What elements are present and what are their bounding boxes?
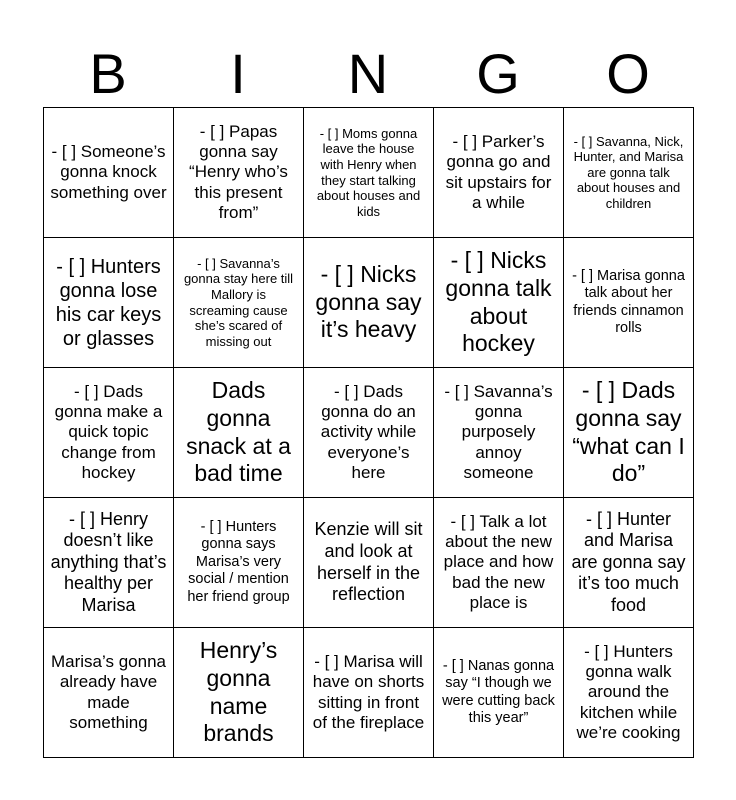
cell-text: Kenzie will sit and look at herself in the reflection xyxy=(314,519,423,605)
bingo-cell[interactable] xyxy=(564,628,694,758)
cell-text: - [ ] Henry doesn’t like anything that’s healthy per Marisa xyxy=(50,508,167,615)
bingo-cell[interactable] xyxy=(434,498,564,628)
cell-text: - [ ] Savanna’s gonna stay here till Mallory is screaming cause she’s scared of missing out xyxy=(183,255,294,349)
cell-text: - [ ] Savanna’s gonna purposely annoy someone xyxy=(444,381,553,483)
bingo-cell[interactable] xyxy=(44,628,174,758)
cell-text: - [ ] Marisa gonna talk about her friends cinnamon rolls xyxy=(572,267,685,336)
bingo-cell[interactable] xyxy=(44,368,174,498)
bingo-cell[interactable] xyxy=(44,108,174,238)
bingo-cell[interactable] xyxy=(564,108,694,238)
cell-text: - [ ] Nanas gonna say “I though we were cutting back this year” xyxy=(442,657,555,726)
bingo-cell[interactable] xyxy=(304,368,434,498)
bingo-cell[interactable] xyxy=(44,238,174,368)
bingo-cell[interactable] xyxy=(174,628,304,758)
cell-text: Dads gonna snack at a bad time xyxy=(186,377,291,487)
cell-text: - [ ] Dads gonna say “what can I do” xyxy=(572,377,685,487)
cell-text: Henry’s gonna name brands xyxy=(199,637,278,747)
cell-text: - [ ] Someone’s gonna knock something over xyxy=(50,141,167,202)
bingo-cell[interactable] xyxy=(304,628,434,758)
cell-text: Marisa’s gonna already have made something xyxy=(51,651,166,732)
cell-text: - [ ] Savanna, Nick, Hunter, and Marisa are gonna talk about houses and children xyxy=(573,133,684,211)
bingo-cell[interactable] xyxy=(174,498,304,628)
cell-text: - [ ] Dads gonna do an activity while everyone’s here xyxy=(320,381,417,483)
cell-text: - [ ] Marisa will have on shorts sitting in front of the fireplace xyxy=(312,651,425,732)
cell-text: - [ ] Talk a lot about the new place and how bad the new place is xyxy=(443,511,554,613)
bingo-cell[interactable] xyxy=(174,238,304,368)
bingo-cell[interactable] xyxy=(304,498,434,628)
bingo-cell[interactable] xyxy=(564,498,694,628)
cell-text: - [ ] Nicks gonna say it’s heavy xyxy=(315,261,422,343)
header-letter-o: O xyxy=(606,42,650,105)
header-letter-g: G xyxy=(476,42,520,105)
bingo-cell[interactable] xyxy=(44,498,174,628)
cell-text: - [ ] Hunters gonna says Marisa’s very social / mention her friend group xyxy=(187,519,290,605)
header-letter-i: I xyxy=(230,42,246,105)
bingo-cell[interactable] xyxy=(434,238,564,368)
cell-text: - [ ] Hunters gonna walk around the kitchen while we’re cooking xyxy=(576,641,681,743)
header-letter-b: B xyxy=(89,42,127,105)
header-letter-n: N xyxy=(347,42,389,105)
bingo-cell[interactable] xyxy=(174,108,304,238)
bingo-cell[interactable] xyxy=(564,368,694,498)
cell-text: - [ ] Dads gonna make a quick topic change from hockey xyxy=(54,381,163,483)
bingo-cell[interactable] xyxy=(434,108,564,238)
cell-text: - [ ] Moms gonna leave the house with Henry when they start talking about houses and kids xyxy=(316,125,421,219)
bingo-header xyxy=(43,40,693,108)
cell-text: - [ ] Hunters gonna lose his car keys or glasses xyxy=(55,255,162,350)
cell-text: - [ ] Papas gonna say “Henry who’s this present from” xyxy=(189,121,288,223)
bingo-cell[interactable] xyxy=(434,628,564,758)
bingo-cell[interactable] xyxy=(304,238,434,368)
bingo-cell[interactable] xyxy=(564,238,694,368)
cell-text: - [ ] Hunter and Marisa are gonna say it’s too much food xyxy=(571,508,686,615)
bingo-cell[interactable] xyxy=(174,368,304,498)
cell-text: - [ ] Nicks gonna talk about hockey xyxy=(445,247,552,357)
bingo-cell[interactable] xyxy=(304,108,434,238)
bingo-board xyxy=(43,107,694,758)
cell-text: - [ ] Parker’s gonna go and sit upstairs for a while xyxy=(445,131,552,212)
bingo-cell[interactable] xyxy=(434,368,564,498)
